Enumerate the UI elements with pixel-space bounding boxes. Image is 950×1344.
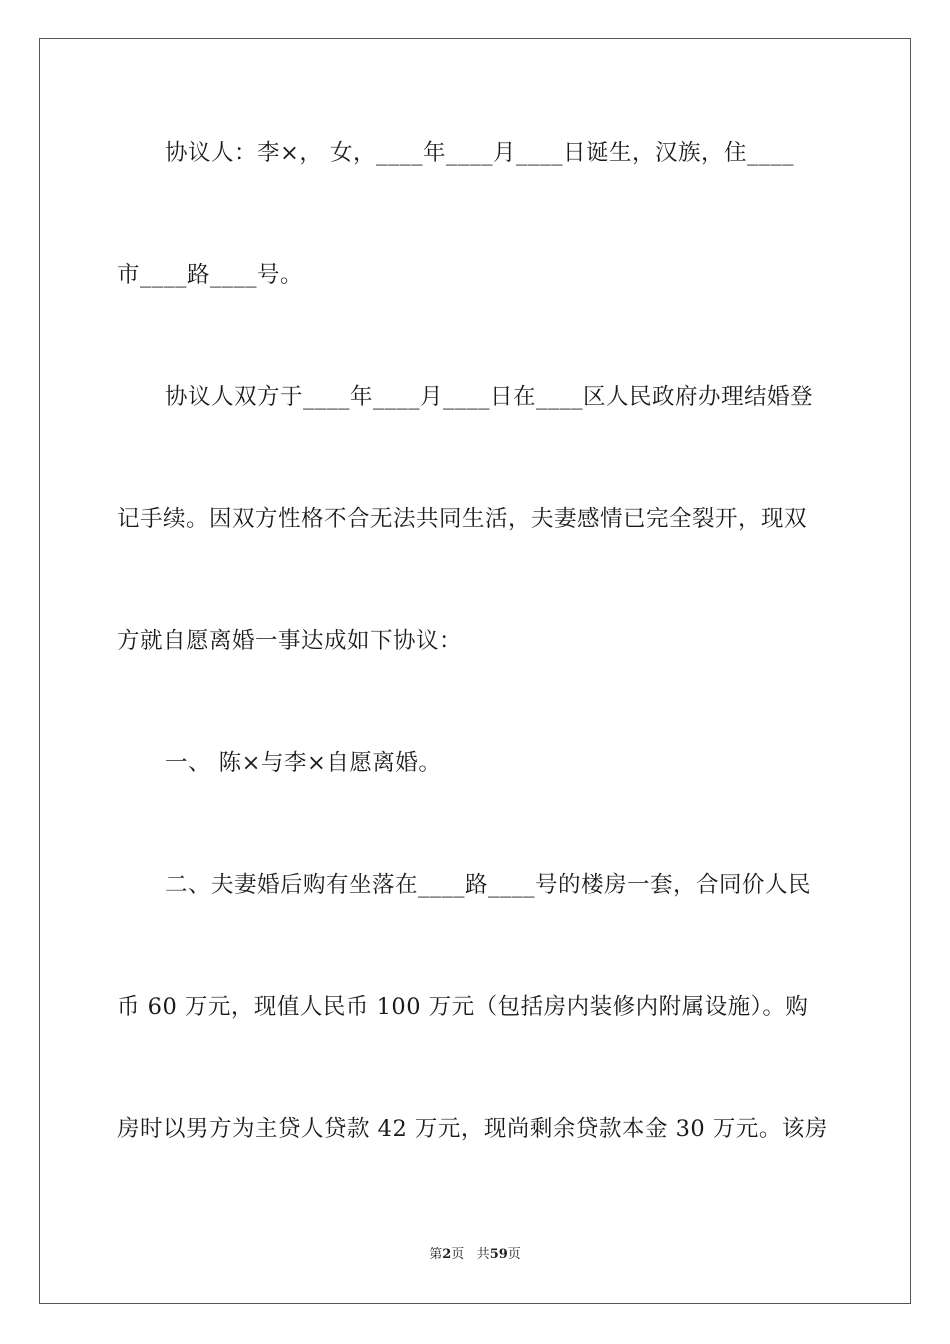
paragraph-line-3: 协议人双方于____年____月____日在____区人民政府办理结婚登 bbox=[165, 384, 814, 410]
paragraph-line-7: 二、夫妻婚后购有坐落在____路____号的楼房一套，合同价人民 bbox=[165, 872, 812, 898]
paragraph-line-4: 记手续。因双方性格不合无法共同生活，夫妻感情已完全裂开，现双 bbox=[117, 506, 808, 532]
paragraph-line-9: 房时以男方为主贷人贷款 42 万元，现尚剩余贷款本金 30 万元。该房 bbox=[117, 1116, 828, 1142]
paragraph-line-1: 协议人：李×， 女，____年____月____日诞生，汉族，住____ bbox=[165, 140, 795, 166]
page-footer bbox=[0, 1246, 950, 1264]
paragraph-line-2: 市____路____号。 bbox=[117, 262, 304, 288]
footer-total-suffix: 页 bbox=[507, 1247, 521, 1262]
paragraph-line-8: 币 60 万元，现值人民币 100 万元（包括房内装修内附属设施）。购 bbox=[117, 994, 809, 1020]
footer-page-suffix: 页 bbox=[451, 1247, 465, 1262]
footer-total-prefix: 共 bbox=[476, 1247, 490, 1262]
paragraph-line-6: 一、 陈×与李×自愿离婚。 bbox=[165, 750, 442, 776]
paragraph-line-5: 方就自愿离婚一事达成如下协议： bbox=[117, 628, 463, 654]
footer-total-pages: 59 bbox=[489, 1247, 508, 1262]
footer-page-number: 2 bbox=[442, 1247, 452, 1262]
footer-page-prefix: 第 bbox=[429, 1247, 443, 1262]
